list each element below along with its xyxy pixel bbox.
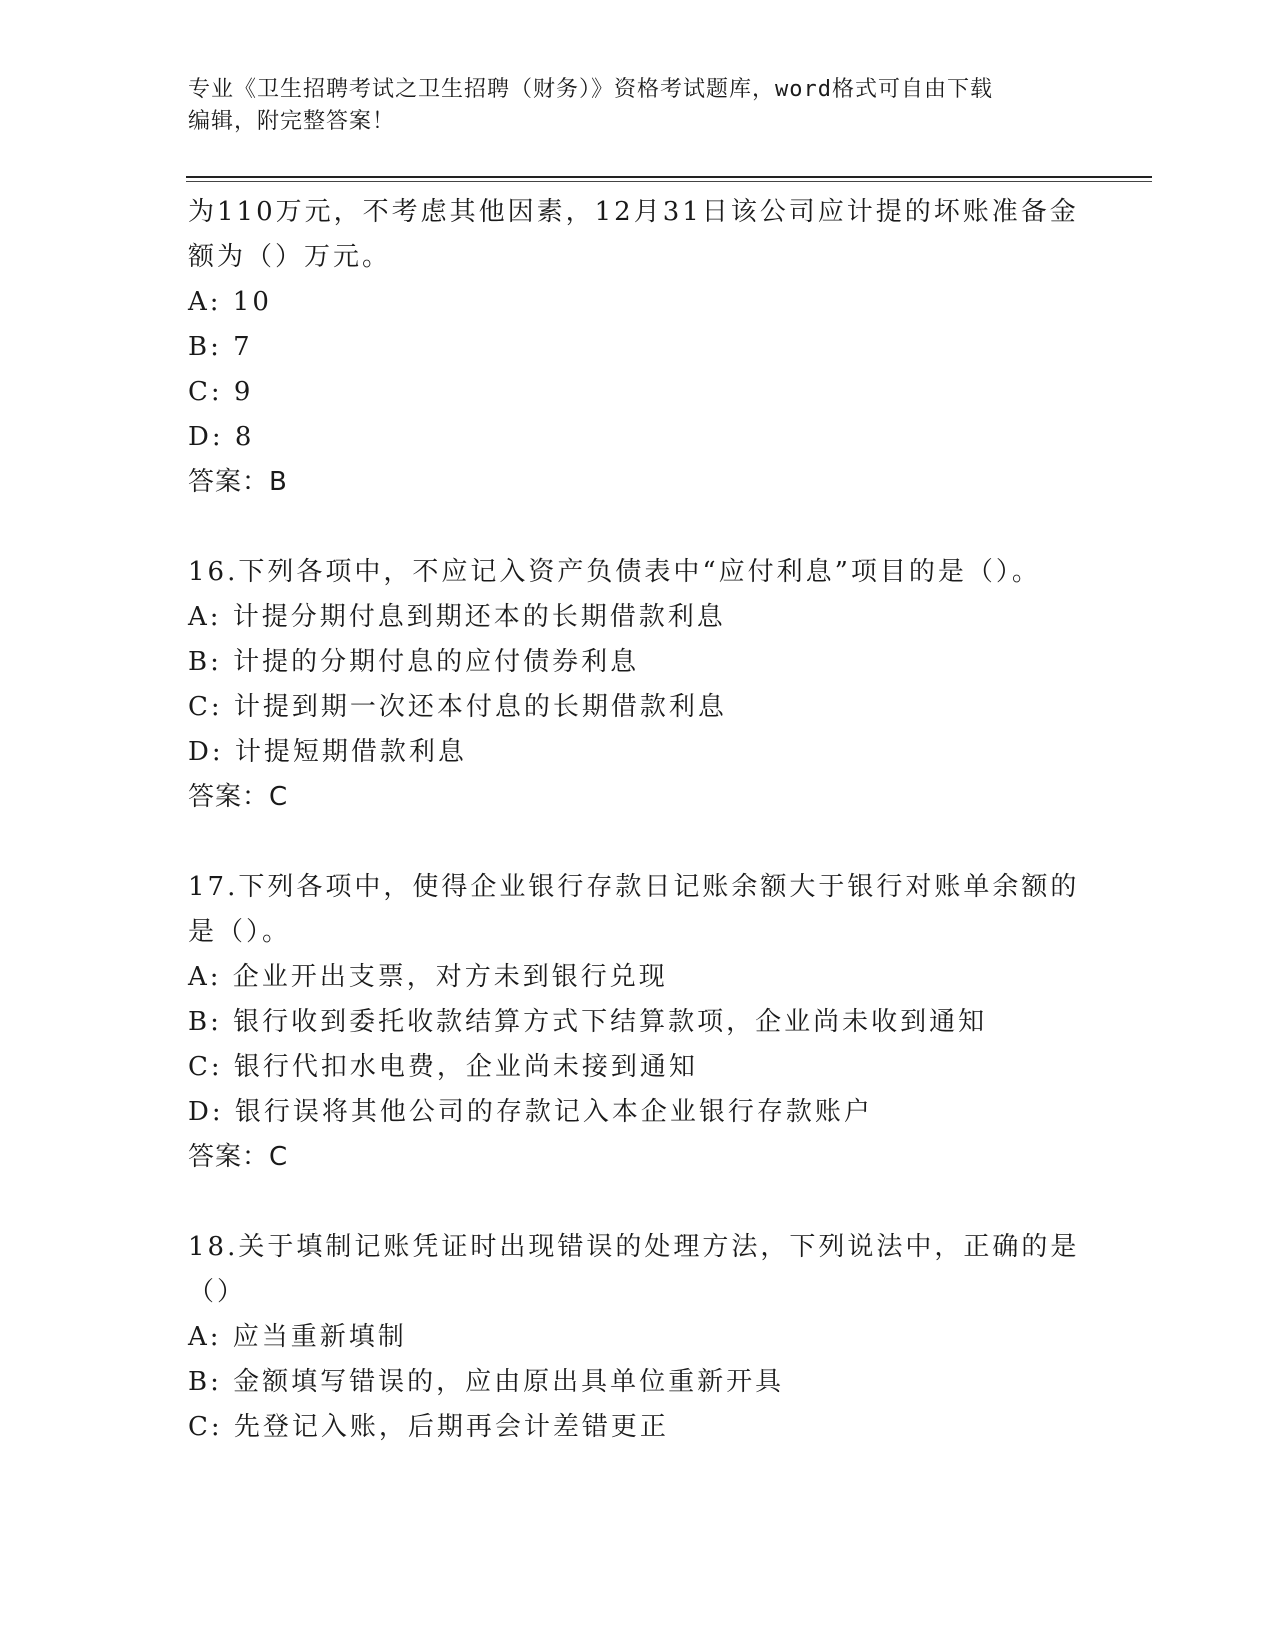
question-stem-line: 是（）。 [188, 917, 292, 947]
header-line-2: 编辑，附完整答案！ [188, 109, 396, 134]
answer-line: 答案：C [188, 782, 289, 812]
option-a: A: 10 [188, 287, 272, 317]
question-content [188, 190, 1088, 1450]
option-b: B: 银行收到委托收款结算方式下结算款项，企业尚未收到通知 [188, 1007, 988, 1037]
header-divider-thin [186, 181, 1152, 182]
question-stem-line: 额为（）万元。 [188, 242, 392, 272]
question-18 [188, 1225, 1088, 1450]
answer-line: 答案：B [188, 467, 288, 497]
option-d: D: 银行误将其他公司的存款记入本企业银行存款账户 [188, 1097, 873, 1127]
option-d: D: 计提短期借款利息 [188, 737, 467, 767]
document-header [188, 74, 1088, 138]
option-c: C: 银行代扣水电费，企业尚未接到通知 [188, 1052, 698, 1082]
option-b: B: 7 [188, 332, 253, 362]
question-stem-line: 17.下列各项中，使得企业银行存款日记账余额大于银行对账单余额的 [188, 872, 1080, 902]
option-b: B: 计提的分期付息的应付债券利息 [188, 647, 640, 677]
header-line-1: 专业《卫生招聘考试之卫生招聘（财务）》资格考试题库，word格式可自由下载 [188, 77, 993, 102]
option-b: B: 金额填写错误的，应由原出具单位重新开具 [188, 1367, 785, 1397]
option-c: C: 先登记入账，后期再会计差错更正 [188, 1412, 669, 1442]
question-17 [188, 865, 1088, 1180]
question-15-continued [188, 190, 1088, 505]
header-divider-thick [186, 176, 1152, 178]
option-c: C: 计提到期一次还本付息的长期借款利息 [188, 692, 727, 722]
option-c: C: 9 [188, 377, 254, 407]
question-stem-line: 18.关于填制记账凭证时出现错误的处理方法，下列说法中，正确的是 [188, 1232, 1080, 1262]
question-16 [188, 550, 1088, 820]
question-stem-line: （） [188, 1277, 247, 1307]
question-stem-line: 16.下列各项中，不应记入资产负债表中“应付利息”项目的是（）。 [188, 557, 1041, 587]
question-stem-line: 为110万元，不考虑其他因素，12月31日该公司应计提的坏账准备金 [188, 197, 1079, 227]
option-a: A: 应当重新填制 [188, 1322, 407, 1352]
option-d: D: 8 [188, 422, 255, 452]
option-a: A: 企业开出支票，对方未到银行兑现 [188, 962, 668, 992]
answer-line: 答案：C [188, 1142, 289, 1172]
option-a: A: 计提分期付息到期还本的长期借款利息 [188, 602, 726, 632]
